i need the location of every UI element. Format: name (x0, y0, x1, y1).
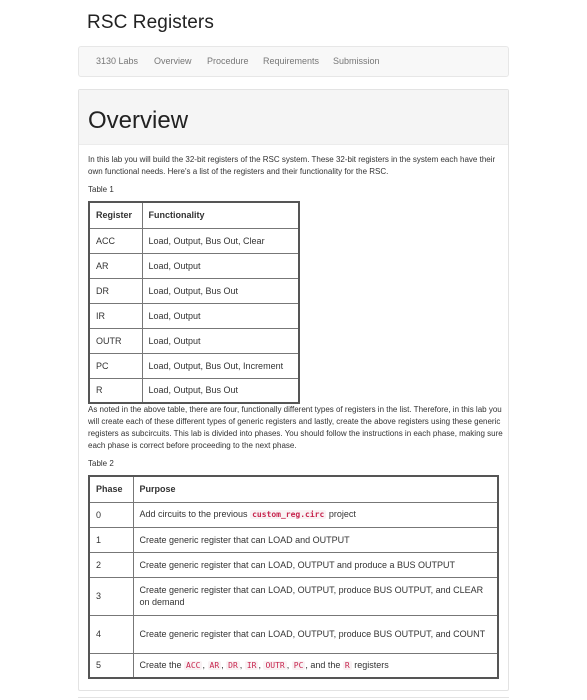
phase-cell: 2 (89, 552, 133, 577)
purpose-cell (133, 552, 498, 577)
inline-code: custom_reg.circ (252, 510, 325, 519)
functionality-cell: Load, Output, Bus Out, Clear (142, 228, 299, 253)
inline-code: ACC (186, 660, 201, 670)
table1-caption: Table 1 (88, 185, 114, 194)
purpose-cell (133, 527, 498, 552)
table-row (89, 653, 498, 678)
register-cell: PC (89, 353, 142, 378)
table2-caption: Table 2 (88, 459, 114, 468)
inline-code: AR (209, 660, 220, 670)
inline-code: PC (293, 660, 304, 670)
purpose-cell (133, 502, 498, 527)
separator: , (286, 659, 292, 670)
purpose-text: Create generic register that can LOAD, OUTPUT, produce BUS OUTPUT, and COUNT (139, 629, 486, 639)
register-cell: IR (89, 303, 142, 328)
table-row (89, 353, 299, 378)
register-cell: AR (89, 253, 142, 278)
phase-cell: 4 (89, 615, 133, 653)
table-header-register: Register (89, 202, 142, 228)
registers-table-body (89, 228, 299, 403)
table-row (89, 378, 299, 403)
phases-table-body (89, 502, 498, 678)
phase-cell: 3 (89, 577, 133, 615)
functionality-cell: Load, Output (142, 303, 299, 328)
functionality-cell: Load, Output (142, 328, 299, 353)
table-row (89, 328, 299, 353)
page-title: RSC Registers (87, 12, 214, 33)
overview-card (78, 89, 509, 691)
table-row (89, 303, 299, 328)
register-cell: DR (89, 278, 142, 303)
purpose-cell (133, 615, 498, 653)
table-header-phase: Phase (89, 476, 133, 502)
purpose-cell (133, 653, 498, 678)
phases-table (88, 475, 499, 679)
functionality-cell: Load, Output, Bus Out (142, 378, 299, 403)
table-row (89, 577, 498, 615)
inline-code: OUTR (265, 660, 285, 670)
purpose-text: Add circuits to the previous (139, 509, 251, 519)
purpose-cell (133, 577, 498, 615)
table-row (89, 615, 498, 653)
separator: , (202, 659, 208, 670)
phase-cell: 0 (89, 502, 133, 527)
inline-code: R (344, 660, 350, 670)
purpose-text: project (326, 509, 356, 519)
purpose-text: , and the (305, 659, 343, 670)
phase-cell: 1 (89, 527, 133, 552)
nav-link-procedure[interactable]: Procedure (207, 56, 249, 66)
purpose-text: registers (351, 659, 389, 670)
phase-cell: 5 (89, 653, 133, 678)
card-header (79, 90, 508, 145)
register-cell: R (89, 378, 142, 403)
purpose-text: Create generic register that can LOAD, OUTPUT, produce BUS OUTPUT, and CLEAR on demand (139, 585, 484, 607)
separator: , (221, 659, 227, 670)
intro-paragraph: In this lab you will build the 32-bit registers of the RSC system. These 32-bit registers in the system each have their own functional needs. Here's a list of the registers and their functionality for the RSC. (88, 155, 496, 176)
table-row (89, 253, 299, 278)
body-paragraph: As noted in the above table, there are four, functionally different types of registers in the list. Therefore, in this lab you will create each of these different types of generic registers and lastly, create the above registers using these generic registers as subcircuits. This lab is divided into phases. You should follow the instructions in each phase, making sure each phase is correct before proceeding to the next phase. (88, 405, 503, 450)
separator: , (258, 659, 264, 670)
nav-link-3130-labs[interactable]: 3130 Labs (96, 56, 139, 66)
register-cell: OUTR (89, 328, 142, 353)
registers-table (88, 201, 300, 404)
section-title: Overview (88, 107, 189, 134)
table-header-functionality: Functionality (142, 202, 299, 228)
separator: , (239, 659, 245, 670)
purpose-text: Create the (139, 659, 185, 670)
inline-code: DR (228, 660, 238, 670)
inline-code: IR (246, 660, 257, 670)
nav-link-submission[interactable]: Submission (333, 56, 380, 66)
table-row (89, 228, 299, 253)
table-row (89, 527, 498, 552)
nav-link-overview[interactable]: Overview (154, 56, 192, 66)
nav-bar (78, 46, 509, 77)
table-row (89, 552, 498, 577)
purpose-text: Create generic register that can LOAD, OUTPUT and produce a BUS OUTPUT (139, 559, 455, 570)
functionality-cell: Load, Output, Bus Out (142, 278, 299, 303)
table-row (89, 278, 299, 303)
purpose-text: Create generic register that can LOAD and OUTPUT (139, 534, 350, 545)
register-cell: ACC (89, 228, 142, 253)
table-header-purpose: Purpose (133, 476, 498, 502)
nav-link-requirements[interactable]: Requirements (263, 56, 320, 66)
table-row (89, 502, 498, 527)
functionality-cell: Load, Output, Bus Out, Increment (142, 353, 299, 378)
functionality-cell: Load, Output (142, 253, 299, 278)
